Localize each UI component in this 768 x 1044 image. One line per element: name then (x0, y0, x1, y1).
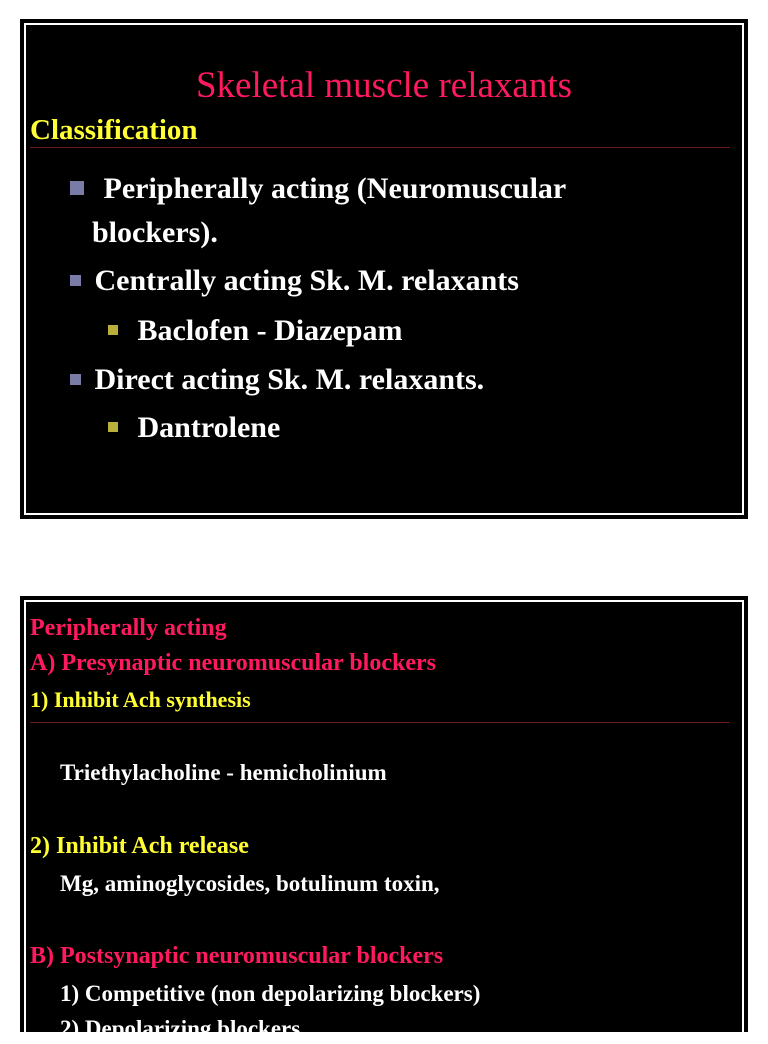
section-heading: Classification (30, 114, 198, 146)
list-item-direct (70, 362, 484, 398)
body-text: Mg, aminoglycosides, botulinum toxin, (60, 871, 440, 896)
slide-classification (18, 17, 750, 521)
square-bullet-icon (70, 275, 81, 286)
square-bullet-icon (108, 422, 118, 432)
slide-title: Skeletal muscle relaxants (195, 65, 573, 106)
list-item-peripheral (70, 171, 566, 207)
section-heading: Peripherally acting (30, 615, 227, 641)
sub-item-text: Dantrolene (137, 411, 281, 444)
square-bullet-icon (108, 325, 118, 335)
subsection-heading: A) Presynaptic neuromuscular blockers (30, 650, 436, 676)
list-item-continuation: blockers). (92, 216, 218, 249)
heading-divider (30, 147, 730, 148)
list-item-text: Centrally acting Sk. M. relaxants (94, 264, 519, 297)
square-bullet-icon (70, 181, 84, 195)
sub-item-text: Baclofen - Diazepam (137, 314, 403, 347)
heading-divider (30, 722, 730, 723)
square-bullet-icon (70, 374, 81, 385)
list-item-text: Peripherally acting (Neuromuscular (103, 172, 567, 205)
body-text: Triethylacholine - hemicholinium (60, 760, 387, 785)
sub-item-dantrolene (108, 410, 280, 446)
list-item: 2) Depolarizing blockers (60, 1016, 301, 1041)
topic-heading: 2) Inhibit Ach release (30, 833, 249, 859)
subsection-heading: B) Postsynaptic neuromuscular blockers (30, 943, 444, 969)
list-item: 1) Competitive (non depolarizing blockers) (60, 981, 481, 1006)
list-item-text: Direct acting Sk. M. relaxants. (94, 363, 485, 396)
sub-item-baclofen (108, 313, 402, 349)
slide-peripherally-acting (18, 594, 750, 1041)
topic-heading: 1) Inhibit Ach synthesis (30, 687, 251, 712)
list-item-central (70, 263, 519, 299)
